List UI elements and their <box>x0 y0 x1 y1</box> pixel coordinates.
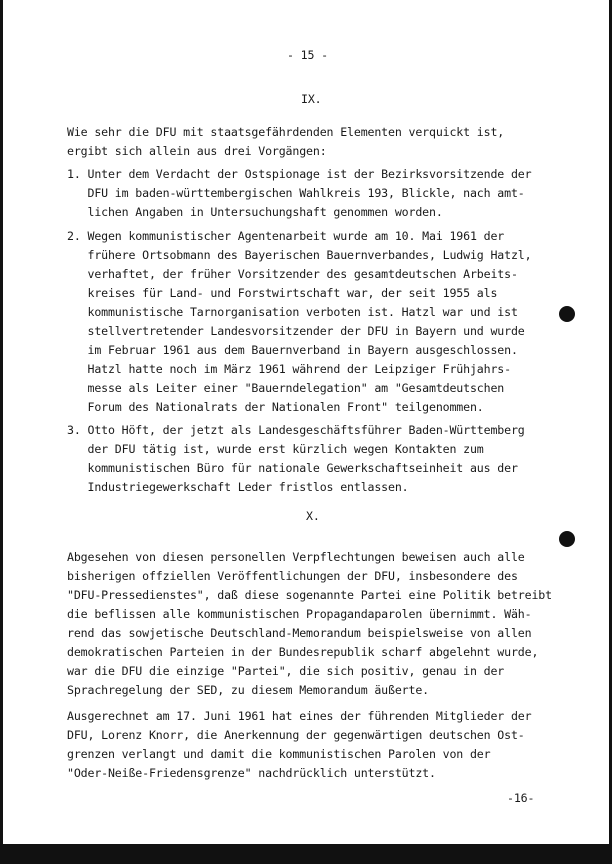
list-item-1-line: DFU im baden-württembergischen Wahlkreis 193, Blickle, nach amt- <box>67 186 525 200</box>
paragraph-1-line: die beflissen alle kommunistischen Propagandaparolen übernimmt. Wäh- <box>67 607 532 621</box>
list-item-1-line: lichen Angaben in Untersuchungshaft genommen worden. <box>67 205 443 219</box>
section-heading-x: X. <box>306 509 320 523</box>
paragraph-1-line: bisherigen offziellen Veröffentlichungen der DFU, insbesondere des <box>67 569 518 583</box>
paragraph-1-line: demokratischen Parteien in der Bundesrepublik scharf abgelehnt wurde, <box>67 645 539 659</box>
list-item-2-line: kommunistische Tarnorganisation verboten ist. Hatzl war und ist <box>67 305 518 319</box>
list-item-1-line: 1. Unter dem Verdacht der Ostspionage ist der Bezirksvorsitzende der <box>67 167 532 181</box>
paragraph-2-line: DFU, Lorenz Knorr, die Anerkennung der gegenwärtigen deutschen Ost- <box>67 728 525 742</box>
paragraph-2-line: Ausgerechnet am 17. Juni 1961 hat eines der führenden Mitglieder der <box>67 709 532 723</box>
intro-line: ergibt sich allein aus drei Vorgängen: <box>67 144 327 158</box>
paragraph-1-line: rend das sowjetische Deutschland-Memorandum beispielsweise von allen <box>67 626 532 640</box>
punch-hole <box>559 306 575 322</box>
list-item-2-line: kreises für Land- und Forstwirtschaft war, der seit 1955 als <box>67 286 498 300</box>
paragraph-1-line: Abgesehen von diesen personellen Verpflechtungen beweisen auch alle <box>67 550 525 564</box>
scan-bottom-edge <box>3 844 609 864</box>
list-item-2-line: Hatzl hatte noch im März 1961 während der Leipziger Frühjahrs- <box>67 362 511 376</box>
intro-line: Wie sehr die DFU mit staatsgefährdenden Elementen verquickt ist, <box>67 125 505 139</box>
list-item-2-line: im Februar 1961 aus dem Bauernverband in Bayern ausgeschlossen. <box>67 343 518 357</box>
page-number: - 15 - <box>287 48 328 62</box>
list-item-2-line: frühere Ortsobmann des Bayerischen Bauernverbandes, Ludwig Hatzl, <box>67 248 532 262</box>
paragraph-1-line: war die DFU die einzige "Partei", die sich positiv, genau in der <box>67 664 505 678</box>
list-item-3-line: 3. Otto Höft, der jetzt als Landesgeschäftsführer Baden-Württemberg <box>67 423 525 437</box>
list-item-3-line: der DFU tätig ist, wurde erst kürzlich wegen Kontakten zum <box>67 442 484 456</box>
paragraph-2-line: grenzen verlangt und damit die kommunistischen Parolen von der <box>67 747 491 761</box>
paragraph-2-line: "Oder-Neiße-Friedensgrenze" nachdrücklich unterstützt. <box>67 766 436 780</box>
list-item-2-line: verhaftet, der früher Vorsitzender des gesamtdeutschen Arbeits- <box>67 267 518 281</box>
list-item-2-line: 2. Wegen kommunistischer Agentenarbeit wurde am 10. Mai 1961 der <box>67 229 505 243</box>
list-item-2-line: Forum des Nationalrats der Nationalen Front" teilgenommen. <box>67 400 484 414</box>
list-item-3-line: Industriegewerkschaft Leder fristlos entlassen. <box>67 480 409 494</box>
section-heading-ix: IX. <box>301 92 322 106</box>
paragraph-1-line: "DFU-Pressedienstes", daß diese sogenannte Partei eine Politik betreibt <box>67 588 552 602</box>
list-item-2-line: messe als Leiter einer "Bauerndelegation" am "Gesamtdeutschen <box>67 381 505 395</box>
footer-next-page: -16- <box>507 791 535 805</box>
list-item-2-line: stellvertretender Landesvorsitzender der DFU in Bayern und wurde <box>67 324 525 338</box>
punch-hole <box>559 531 575 547</box>
paragraph-1-line: Sprachregelung der SED, zu diesem Memorandum äußerte. <box>67 683 429 697</box>
list-item-3-line: kommunistischen Büro für nationale Gewerkschaftseinheit aus der <box>67 461 518 475</box>
